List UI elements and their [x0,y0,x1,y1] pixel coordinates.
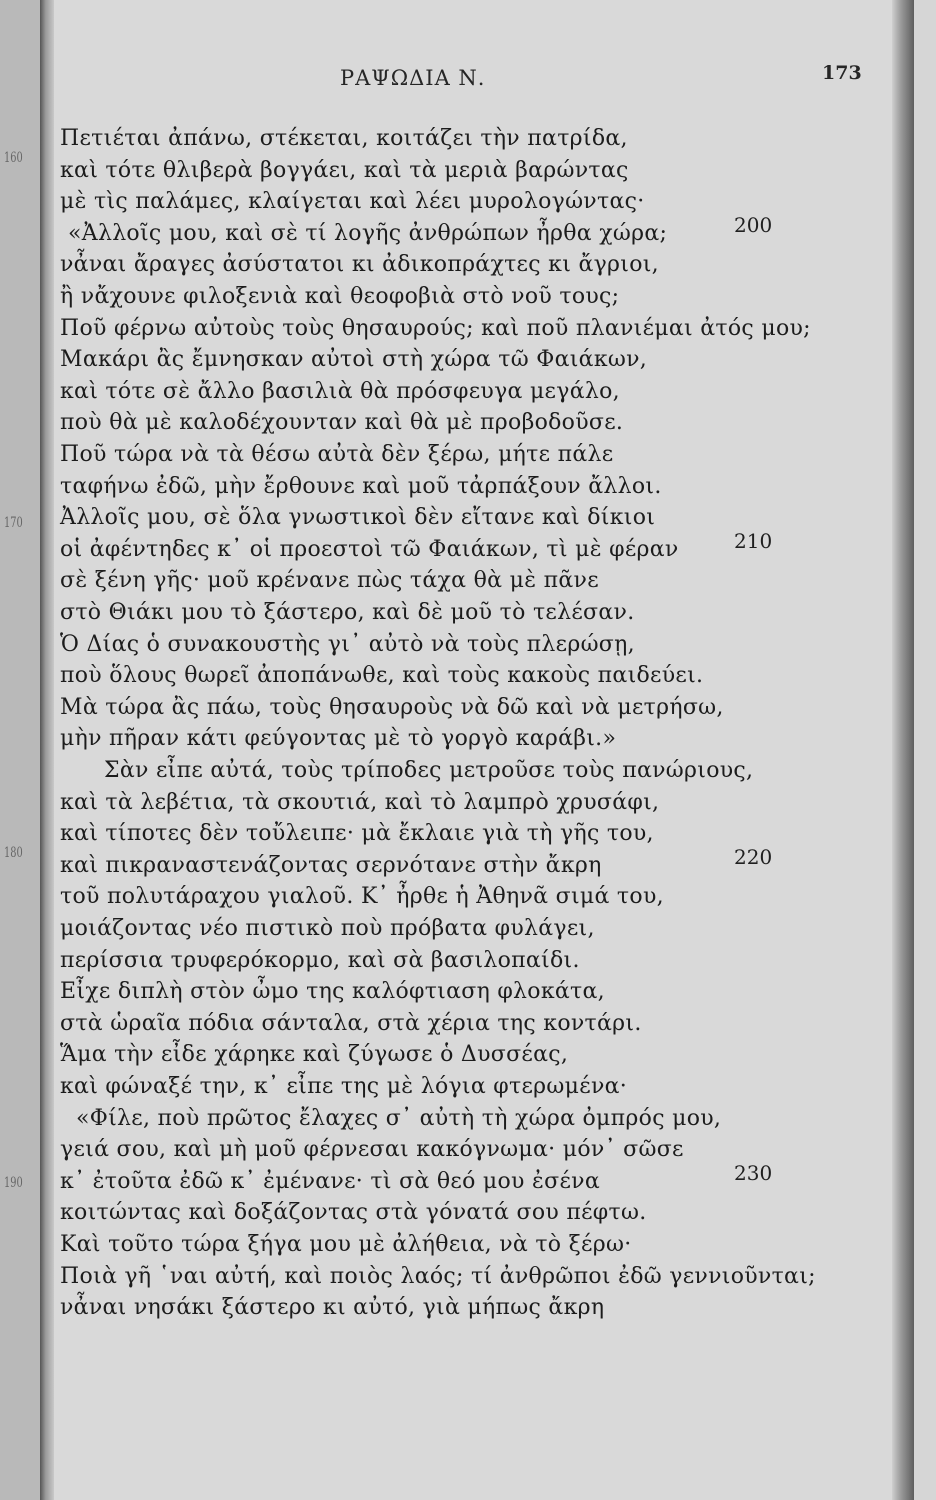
verse-line: νἆναι νησάκι ξάστερο κι αὐτό, γιὰ μήπως ἄκρη [60,1295,605,1321]
verse-line: Μακάρι ἂς ἔμνησκαν αὐτοὶ στὴ χώρα τῶ Φαιάκων, [60,347,648,373]
verse-line: ποὺ θὰ μὲ καλοδέχουνταν καὶ θὰ μὲ προβοδοῦσε. [60,410,624,436]
verse-line: μὴν πῆραν κάτι φεύγοντας μὲ τὸ γοργὸ καράβι.» [60,726,617,752]
verse-line: Ἅμα τὴν εἶδε χάρηκε καὶ ζύγωσε ὁ Δυσσέας, [60,1042,569,1068]
verse-line: Ποῦ τώρα νὰ τὰ θέσω αὐτὰ δὲν ξέρω, μήτε πάλε [60,442,614,467]
verse-line: καὶ τότε σὲ ἄλλο βασιλιὰ θὰ πρόσφευγα μεγάλο, [60,378,620,404]
verse-line: γειά σου, καὶ μὴ μοῦ φέρνεσαι κακόγνωμα· μόν᾿ σῶσε [60,1137,684,1163]
facing-page-edge [0,0,42,1500]
verse-line: Καὶ τοῦτο τώρα ξήγα μου μὲ ἀλήθεια, νὰ τὸ ξέρω· [60,1232,632,1257]
line-number: 220 [734,844,773,869]
verse-line: Ποῦ φέρνω αὐτοὺς τοὺς θησαυρούς; καὶ ποῦ πλανιέμαι ἀτός μου; [60,315,811,341]
facing-line-number: 190 [4,1175,23,1191]
verse-line: καὶ τότε θλιβερὰ βογγάει, καὶ τὰ μεριὰ βαρώντας [60,157,629,183]
verse-line: τοῦ πολυτάραχου γιαλοῦ. Κ᾿ ἦρθε ἡ Ἀθηνᾶ σιμά του, [60,884,664,910]
verse-line: μὲ τὶς παλάμες, κλαίγεται καὶ λέει μυρολογώντας· [60,189,645,215]
line-number: 200 [734,212,773,237]
running-head: ΡΑΨΩΔΙΑ Ν. [340,66,486,90]
book-gutter [40,0,54,1500]
verse-line: ποὺ ὅλους θωρεῖ ἀποπάνωθε, καὶ τοὺς κακοὺς παιδεύει. [60,663,704,689]
verse-line: Ἀλλοῖς μου, σὲ ὅλα γνωστικοὶ δὲν εἴτανε καὶ δίκιοι [60,505,656,531]
facing-line-number: 160 [4,150,23,166]
verse-line: κοιτώντας καὶ δοξάζοντας στὰ γόνατά σου πέφτω. [60,1200,647,1226]
verse-line: ἢ νἄχουνε φιλοξενιὰ καὶ θεοφοβιὰ στὸ νοῦ τους; [60,284,620,309]
verse-line: «Ἀλλοῖς μου, καὶ σὲ τί λογῆς ἀνθρώπων ἦρθα χώρα; [68,220,668,246]
line-number: 230 [734,1160,773,1185]
verse-line: οἱ ἀφέντηδες κ᾿ οἱ προεστοὶ τῶ Φαιάκων, τὶ μὲ φέραν [60,536,679,562]
page [54,0,914,1500]
facing-line-number: 180 [4,845,23,861]
verse-line: καὶ τίποτες δὲν τοὔλειπε· μὰ ἔκλαιε γιὰ τὴ γῆς του, [60,821,654,847]
verse-line: Ποιὰ γῆ ῾ναι αὐτή, καὶ ποιὸς λαός; τί ἀνθρῶποι ἐδῶ γεννιοῦνται; [60,1263,816,1289]
page-edge-shadow [892,0,914,1500]
verse-line: περίσσια τρυφερόκορμο, καὶ σὰ βασιλοπαίδι. [60,947,580,973]
verse-line: στὸ Θιάκι μου τὸ ξάστερο, καὶ δὲ μοῦ τὸ τελέσαν. [60,600,635,625]
verse-line: στὰ ὡραῖα πόδια σάνταλα, στὰ χέρια της κοντάρι. [60,1010,642,1036]
page-number: 173 [822,62,862,84]
verse-line: καὶ τὰ λεβέτια, τὰ σκουτιά, καὶ τὸ λαμπρὸ χρυσάφι, [60,789,660,815]
verse-line: Σὰν εἶπε αὐτά, τοὺς τρίποδες μετροῦσε τοὺς πανώριους, [104,758,754,783]
verse-line: Ὁ Δίας ὁ συνακουστὴς γι᾿ αὐτὸ νὰ τοὺς πλερώσῃ, [60,631,635,657]
verse-line: καὶ φώναξέ την, κ᾿ εἶπε της μὲ λόγια φτερωμένα· [60,1074,628,1099]
verse-line: νἆναι ἄραγες ἀσύστατοι κι ἀδικοπράχτες κι ἄγριοι, [60,252,659,278]
verse-line: κ᾿ ἐτοῦτα ἐδῶ κ᾿ ἐμένανε· τὶ σὰ θεό μου ἐσένα [60,1168,600,1194]
facing-line-number: 170 [4,515,23,531]
verse-line: σὲ ξένη γῆς· μοῦ κρένανε πὼς τάχα θὰ μὲ πᾶνε [60,568,599,594]
verse-line: «Φίλε, ποὺ πρῶτος ἔλαχες σ᾿ αὐτὴ τὴ χώρα ὀμπρός μου, [76,1105,722,1131]
verse-line: ταφήνω ἐδῶ, μὴν ἔρθουνε καὶ μοῦ τἀρπάξουν ἄλλοι. [60,473,662,499]
line-number: 210 [734,528,773,553]
verse-line: Πετιέται ἀπάνω, στέκεται, κοιτάζει τὴν πατρίδα, [60,126,628,151]
verse-line: μοιάζοντας νέο πιστικὸ ποὺ πρόβατα φυλάγει, [60,916,595,941]
verse-line: Μὰ τώρα ἂς πάω, τοὺς θησαυροὺς νὰ δῶ καὶ νὰ μετρήσω, [60,694,724,720]
verse-line: Εἶχε διπλὴ στὸν ὦμο της καλόφτιαση φλοκάτα, [60,979,605,1005]
verse-line: καὶ πικραναστενάζοντας σερνότανε στὴν ἄκρη [60,852,602,878]
